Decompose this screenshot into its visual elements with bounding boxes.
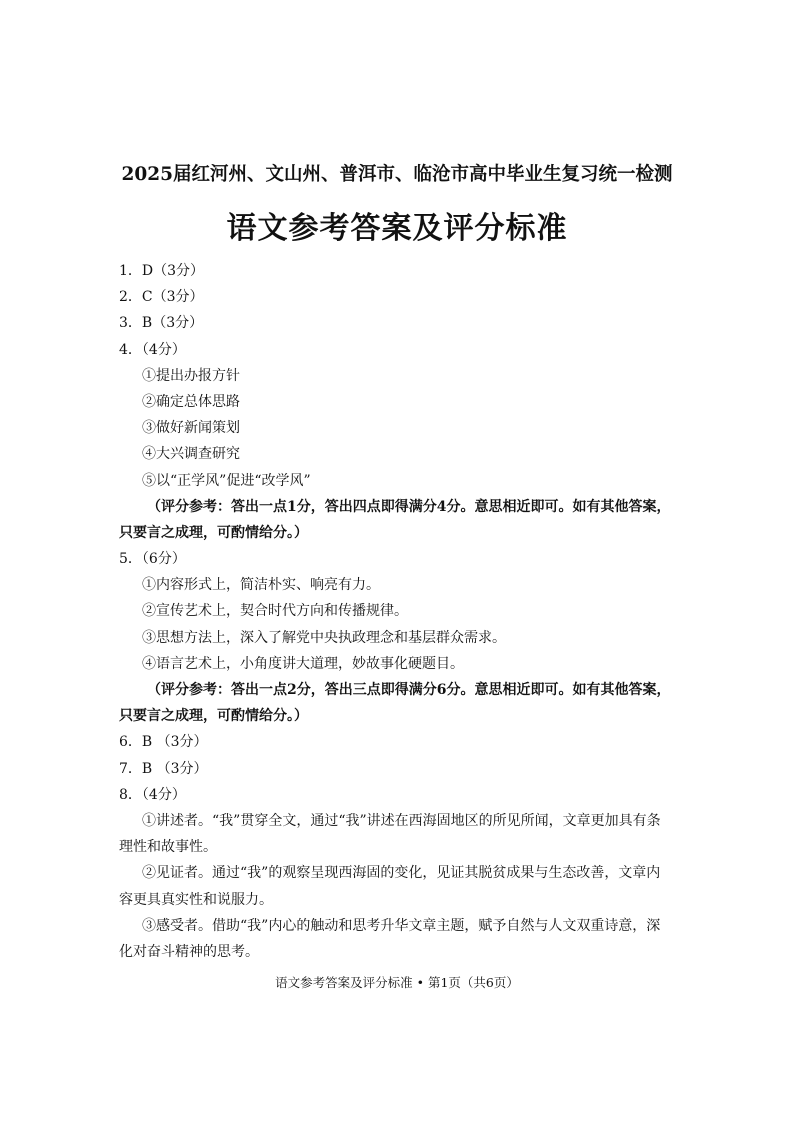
scoring-note-q4-cont: 只要言之成理，可酌情给分。） — [119, 524, 308, 541]
answer-q5-point: ②宣传艺术上，契合时代方向和传播规律。 — [142, 603, 408, 620]
exam-title: 2025届红河州、文山州、普洱市、临沧市高中毕业生复习统一检测 — [121, 164, 673, 185]
answer-q4-head: 4．（4分） — [119, 341, 186, 358]
answer-q1: 1．D（3分） — [119, 263, 205, 279]
answer-q3: 3．B（3分） — [119, 315, 204, 332]
answer-q8-point-3-cont: 化对奋斗精神的思考。 — [119, 943, 259, 960]
answer-q4-point: ⑤以“正学风”促进“改学风” — [142, 472, 311, 489]
answer-q4-point: ①提出办报方针 — [142, 367, 240, 384]
answer-q8-point-2-cont: 容更具真实性和说服力。 — [119, 891, 273, 908]
answer-q5-point: ③思想方法上，深入了解党中央执政理念和基层群众需求。 — [142, 629, 506, 646]
answer-q5-point: ④语言艺术上，小角度讲大道理，妙故事化硬题目。 — [142, 655, 464, 672]
answer-q8-point-3: ③感受者。借助“我”内心的触动和思考升华文章主题，赋予自然与人文双重诗意，深 — [142, 917, 661, 934]
answer-q5-head: 5．（6分） — [119, 551, 186, 568]
page-footer: 语文参考答案及评分标准 • 第1页（共6页） — [275, 975, 519, 990]
answer-q7: 7．B （3分） — [119, 760, 208, 777]
answer-q4-point: ②确定总体思路 — [142, 393, 240, 410]
answer-list — [119, 258, 679, 965]
document-title: 语文参考答案及评分标准 — [226, 211, 568, 246]
answer-q8-head: 8．（4分） — [119, 786, 186, 803]
answer-q4-point: ③做好新闻策划 — [142, 420, 240, 437]
answer-q8-point-1-cont: 理性和故事性。 — [119, 839, 217, 856]
answer-q5-point: ①内容形式上，简洁朴实、响亮有力。 — [142, 577, 380, 594]
scoring-note-q5: （评分参考：答出一点2分，答出三点即得满分6分。意思相近即可。如有其他答案， — [147, 682, 671, 698]
answer-q2: 2．C（3分） — [119, 289, 204, 306]
scoring-note-q5-cont: 只要言之成理，可酌情给分。） — [119, 708, 308, 725]
answer-q8-point-2: ②见证者。通过“我”的观察呈现西海固的变化，见证其脱贫成果与生态改善，文章内 — [142, 865, 661, 882]
scoring-note-q4: （评分参考：答出一点1分，答出四点即得满分4分。意思相近即可。如有其他答案， — [147, 498, 671, 515]
answer-q4-point: ④大兴调查研究 — [142, 446, 240, 463]
answer-q8-point-1: ①讲述者。“我”贯穿全文，通过“我”讲述在西海固地区的所见所闻，文章更加具有条 — [142, 812, 661, 829]
answer-q6: 6．B （3分） — [119, 734, 208, 751]
